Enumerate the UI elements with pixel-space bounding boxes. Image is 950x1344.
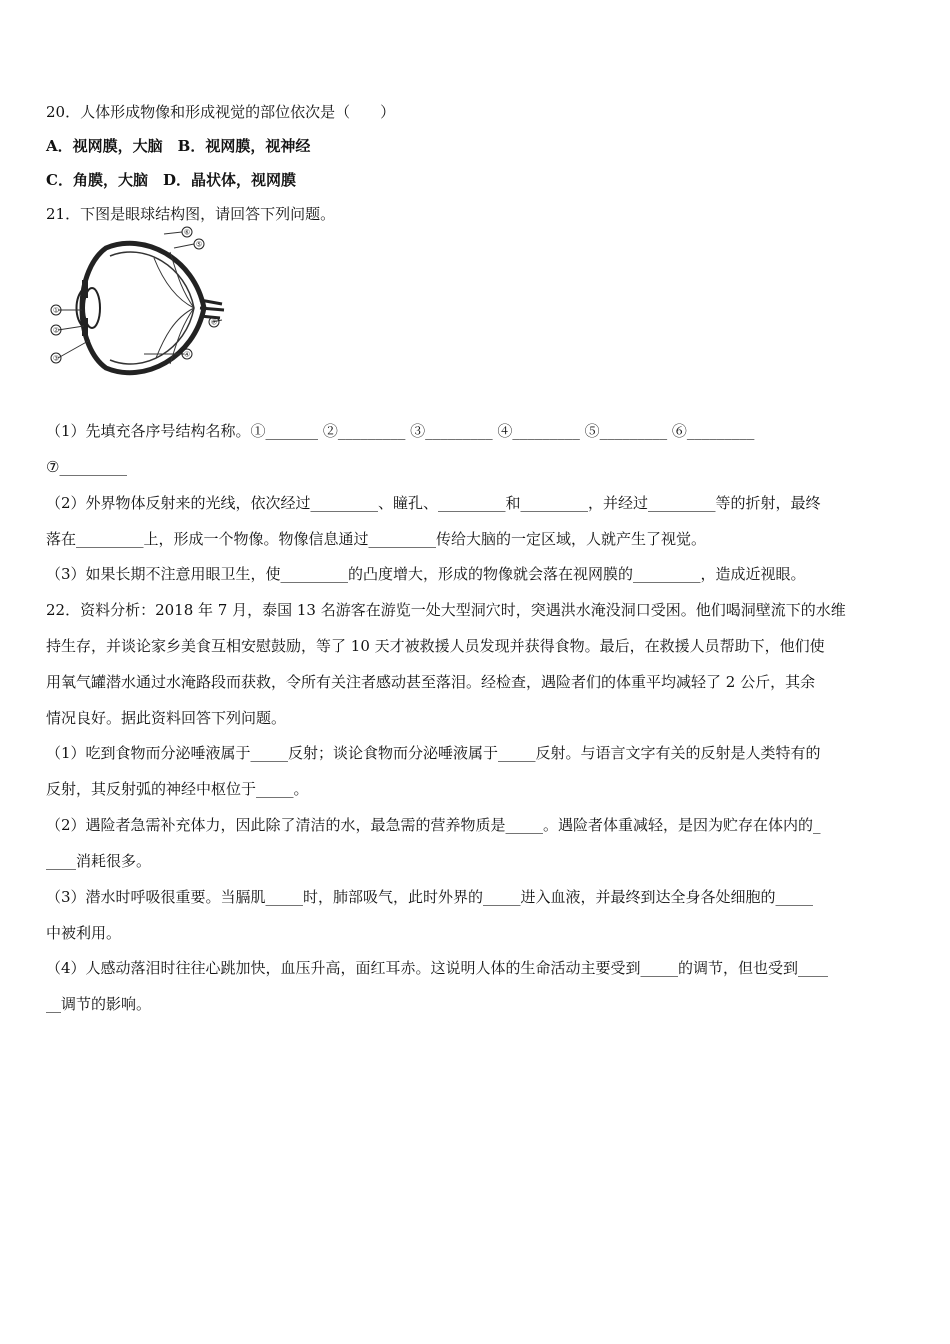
- q20-options-cd: C．角膜，大脑 D．晶状体，视网膜: [46, 171, 296, 189]
- label-5: ⑤: [195, 240, 203, 249]
- q20-options-ab: A．视网膜，大脑 B．视网膜，视神经: [46, 137, 311, 155]
- label-2: ②: [52, 326, 60, 335]
- q21-part1-line1: （1）先填充各序号结构名称。①_______ ②_________ ③_________ ④_________ ⑤_________ ⑥_________: [46, 422, 755, 440]
- label-1: ①: [52, 306, 60, 315]
- q22-part2-line2: ____消耗很多。: [46, 852, 152, 870]
- q22-part1-line2: 反射，其反射弧的神经中枢位于_____。: [46, 780, 309, 798]
- label-7: ⑦: [210, 318, 218, 327]
- q22-stem-line2: 持生存，并谈论家乡美食互相安慰鼓励，等了 10 天才被救援人员发现并获得食物。最后，在救援人员帮助下，他们使: [46, 637, 825, 655]
- q22-stem-line3: 用氧气罐潜水通过水淹路段而获救，令所有关注者感动甚至落泪。经检查，遇险者们的体重平均减轻了 2 公斤，其余: [46, 673, 816, 691]
- q21-part2-line1: （2）外界物体反射来的光线，依次经过_________、瞳孔、_________和_________，并经过_________等的折射，最终: [46, 494, 821, 512]
- q21-part3-line1: （3）如果长期不注意用眼卫生，使_________的凸度增大，形成的物像就会落在视网膜的_________，造成近视眼。: [46, 565, 806, 583]
- q20-stem: 20．人体形成物像和形成视觉的部位依次是（ ）: [46, 103, 396, 121]
- label-6: ⑥: [183, 228, 191, 237]
- label-3: ③: [52, 354, 60, 363]
- q22-part4-line1: （4）人感动落泪时往往心跳加快，血压升高，面红耳赤。这说明人体的生命活动主要受到_____的调节，但也受到____: [46, 959, 829, 977]
- q22-part3-line1: （3）潜水时呼吸很重要。当膈肌_____时，肺部吸气，此时外界的_____进入血液，并最终到达全身各处细胞的_____: [46, 888, 814, 906]
- q22-part3-line2: 中被利用。: [46, 924, 122, 942]
- q22-part4-line2: __调节的影响。: [46, 995, 152, 1013]
- label-4: ④: [183, 350, 191, 359]
- q22-stem-line1: 22．资料分析：2018 年 7 月，泰国 13 名游客在游览一处大型洞穴时，突遇洪水淹没洞口受困。他们喝洞壁流下的水维: [46, 601, 846, 619]
- q22-stem-line4: 情况良好。据此资料回答下列问题。: [46, 709, 287, 727]
- eye-structure-diagram: [44, 218, 234, 396]
- q22-part1-line1: （1）吃到食物而分泌唾液属于_____反射；谈论食物而分泌唾液属于_____反射。与语言文字有关的反射是人类特有的: [46, 744, 821, 762]
- q21-stem: 21．下图是眼球结构图，请回答下列问题。: [46, 205, 336, 223]
- q21-part1-line2: ⑦_________: [46, 458, 127, 476]
- q22-part2-line1: （2）遇险者急需补充体力，因此除了清洁的水，最急需的营养物质是_____。遇险者体重减轻，是因为贮存在体内的_: [46, 816, 821, 834]
- q21-part2-line2: 落在_________上，形成一个物像。物像信息通过_________传给大脑的一定区域，人就产生了视觉。: [46, 530, 707, 548]
